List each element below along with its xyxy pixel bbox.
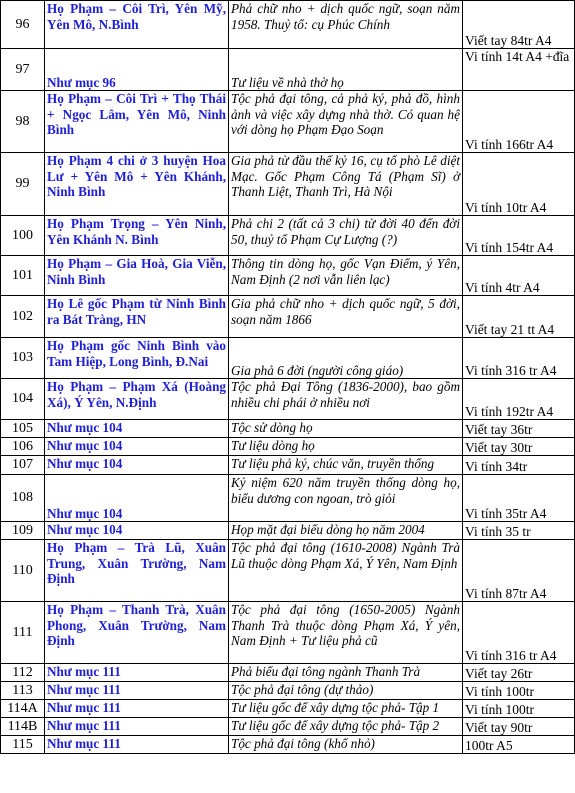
format-cell: Vi tính 316 tr A4 [463,338,575,379]
table-row [1,475,575,522]
format-cell: Vi tính 14t A4 +đĩa [463,49,575,91]
row-number: 106 [1,438,45,456]
family-cell: Họ Phạm – Phạm Xá (Hoàng Xá), Ý Yên, N.Định [45,379,229,420]
format-cell: Viết tay 84tr A4 [463,1,575,49]
description-cell: Tộc phả đại tông (dự thảo) [229,682,463,700]
format-cell: Vi tính 34tr [463,456,575,475]
format-cell: Vi tính 100tr [463,682,575,700]
description-cell: Tư liệu gốc để xây dựng tộc phả- Tập 1 [229,700,463,718]
format-cell: Viết tay 21 tt A4 [463,296,575,338]
row-number: 115 [1,736,45,754]
family-cell: Như mục 111 [45,664,229,682]
row-number: 104 [1,379,45,420]
description-cell: Tộc phả đại tông, cả phả ký, phả đồ, hình ảnh và việc xây dựng nhà thờ. Có quan hệ với dòng họ Phạm Đạo Soạn [229,91,463,153]
row-number: 112 [1,664,45,682]
family-cell: Như mục 104 [45,438,229,456]
description-cell: Tộc phả đại tông (khổ nhỏ) [229,736,463,754]
description-cell: Gia phả 6 đời (người công giáo) [229,338,463,379]
family-cell: Họ Phạm 4 chi ở 3 huyện Hoa Lư + Yên Mô + Yên Khánh, Ninh Bình [45,153,229,216]
description-cell: Gia phả từ đầu thế kỷ 16, cụ tổ phò Lê diệt Mạc. Gốc Phạm Công Tá (Phạm Sĩ) ở Thanh Liệt, Thanh Trì, Hà Nội [229,153,463,216]
format-cell: Viết tay 36tr [463,420,575,438]
row-number: 114A [1,700,45,718]
table-row [1,438,575,456]
format-cell: Viết tay 90tr [463,718,575,736]
description-cell: Phả chi 2 (tất cả 3 chi) từ đời 40 đến đời 50, thuỷ tổ Phạm Cự Lượng (?) [229,216,463,256]
format-cell: Vi tính 4tr A4 [463,256,575,296]
row-number: 102 [1,296,45,338]
family-cell: Họ Phạm – Trà Lũ, Xuân Trung, Xuân Trường, Nam Định [45,540,229,602]
description-cell: Tộc phả đại tông (1610-2008) Ngành Trà Lũ thuộc dòng Phạm Xá, Ý Yên, Nam Định [229,540,463,602]
description-cell: Tư liệu về nhà thờ họ [229,49,463,91]
row-number: 96 [1,1,45,49]
format-cell: 100tr A5 [463,736,575,754]
row-number: 113 [1,682,45,700]
family-cell: Như mục 96 [45,49,229,91]
table-row [1,602,575,664]
format-cell: Vi tính 316 tr A4 [463,602,575,664]
table-row [1,522,575,540]
row-number: 100 [1,216,45,256]
family-cell: Như mục 104 [45,420,229,438]
description-cell: Phả chữ nho + dịch quốc ngữ, soạn năm 1958. Thuỷ tổ: cụ Phúc Chính [229,1,463,49]
table-row [1,296,575,338]
family-cell: Như mục 111 [45,736,229,754]
format-cell: Vi tính 100tr [463,700,575,718]
table-row [1,718,575,736]
table-row [1,682,575,700]
table-row [1,700,575,718]
format-cell: Vi tính 35tr A4 [463,475,575,522]
table-row [1,153,575,216]
table-row [1,540,575,602]
family-cell: Như mục 104 [45,522,229,540]
row-number: 110 [1,540,45,602]
description-cell: Kỷ niệm 620 năm truyền thống dòng họ, biểu dương con ngoan, trò giỏi [229,475,463,522]
row-number: 109 [1,522,45,540]
description-cell: Gia phả chữ nho + dịch quốc ngữ, 5 đời, soạn năm 1866 [229,296,463,338]
family-cell: Họ Phạm – Thanh Trà, Xuân Phong, Xuân Trường, Nam Định [45,602,229,664]
family-cell: Họ Lê gốc Phạm từ Ninh Bình ra Bát Tràng, HN [45,296,229,338]
family-cell: Như mục 104 [45,475,229,522]
format-cell: Vi tính 10tr A4 [463,153,575,216]
description-cell: Tư liệu dòng họ [229,438,463,456]
family-cell: Họ Phạm – Côi Trì, Yên Mỹ, Yên Mô, N.Bình [45,1,229,49]
format-cell: Vi tính 192tr A4 [463,379,575,420]
row-number: 98 [1,91,45,153]
family-cell: Như mục 104 [45,456,229,475]
table-row [1,456,575,475]
row-number: 108 [1,475,45,522]
description-cell: Tộc phả Đại Tông (1836-2000), bao gồm nhiều chi phái ở nhiều nơi [229,379,463,420]
row-number: 114B [1,718,45,736]
description-cell: Tộc phả đại tông (1650-2005) Ngành Thanh Trà thuộc dòng Phạm Xá, Ý yên, Nam Định + Tư liệu phả cũ [229,602,463,664]
row-number: 111 [1,602,45,664]
table-row [1,91,575,153]
family-cell: Như mục 111 [45,682,229,700]
format-cell: Viết tay 30tr [463,438,575,456]
family-cell: Họ Phạm – Gia Hoà, Gia Viễn, Ninh Bình [45,256,229,296]
table-row [1,216,575,256]
table-row [1,379,575,420]
table-row [1,338,575,379]
row-number: 97 [1,49,45,91]
description-cell: Tộc sử dòng họ [229,420,463,438]
family-cell: Họ Phạm – Côi Trì + Thọ Thái + Ngọc Lâm, Yên Mô, Ninh Bình [45,91,229,153]
description-cell: Tư liệu gốc để xây dựng tộc phả- Tập 2 [229,718,463,736]
format-cell: Vi tính 154tr A4 [463,216,575,256]
row-number: 103 [1,338,45,379]
row-number: 105 [1,420,45,438]
family-cell: Như mục 111 [45,700,229,718]
family-cell: Như mục 111 [45,718,229,736]
table-row [1,420,575,438]
table-row [1,736,575,754]
description-cell: Phả biểu đại tông ngành Thanh Trà [229,664,463,682]
description-cell: Thông tin dòng họ, gốc Vạn Điểm, ý Yên, Nam Định (2 nơi vẫn liên lạc) [229,256,463,296]
family-cell: Họ Phạm gốc Ninh Bình vào Tam Hiệp, Long Bình, Đ.Nai [45,338,229,379]
table-row [1,664,575,682]
row-number: 101 [1,256,45,296]
row-number: 107 [1,456,45,475]
table-row [1,256,575,296]
family-cell: Họ Phạm Trọng – Yên Ninh, Yên Khánh N. Bình [45,216,229,256]
format-cell: Vi tính 35 tr [463,522,575,540]
description-cell: Tư liệu phả ký, chúc văn, truyền thống [229,456,463,475]
format-cell: Viết tay 26tr [463,664,575,682]
format-cell: Vi tính 166tr A4 [463,91,575,153]
format-cell: Vi tính 87tr A4 [463,540,575,602]
table-row [1,49,575,91]
row-number: 99 [1,153,45,216]
description-cell: Họp mặt đại biểu dòng họ năm 2004 [229,522,463,540]
table-row [1,1,575,49]
